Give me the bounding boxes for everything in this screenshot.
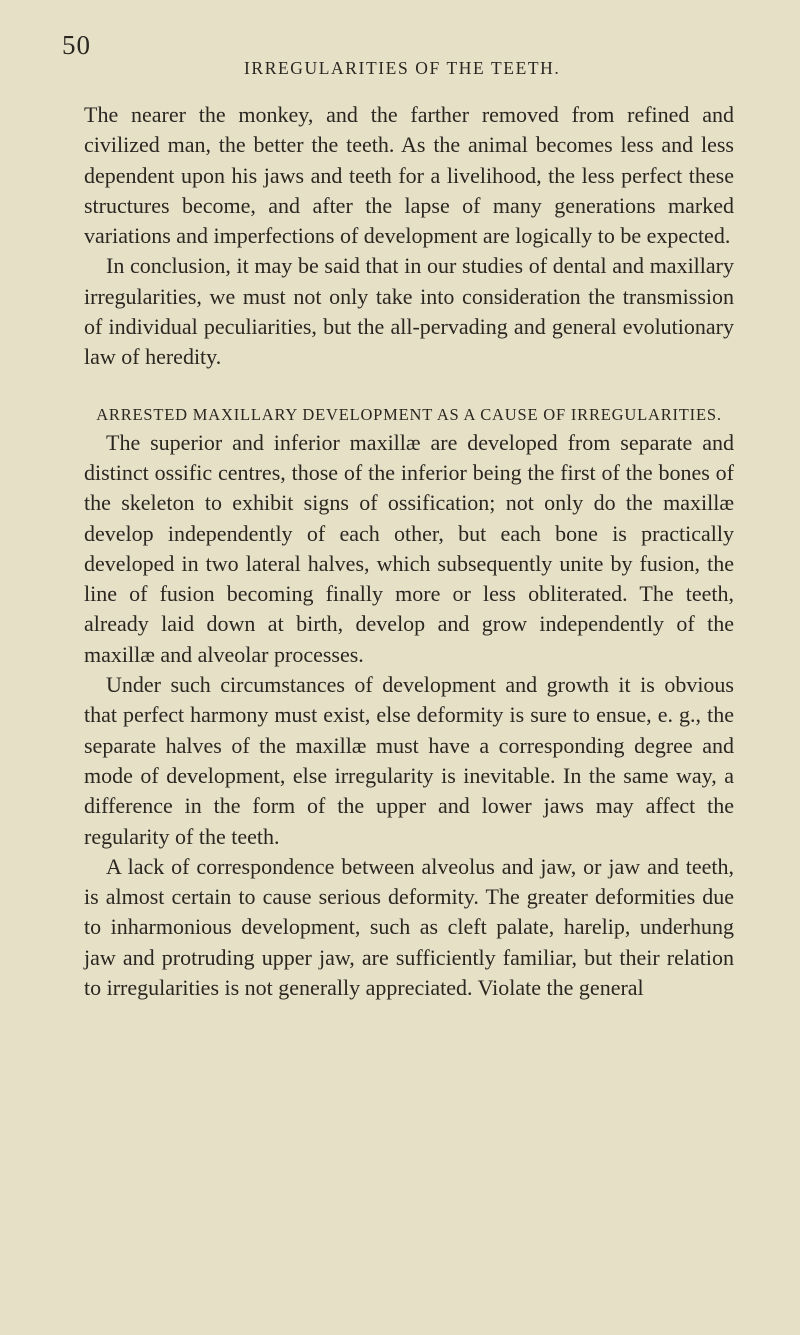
body-text [84, 100, 734, 1003]
page-number: 50 [62, 30, 91, 60]
paragraph-2: In conclusion, it may be said that in our studies of dental and maxillary irregularities, we must not only take into consideration the transmission of individual peculiarities, but the all-pervading and general evolutionary law of heredity. [84, 253, 734, 370]
running-head: IRREGULARITIES OF THE TEETH. [244, 58, 561, 78]
paragraph-4: Under such circumstances of development and growth it is obvious that perfect harmony must exist, else deformity is sure to ensue, e. g., the separate halves of the maxillæ must have a corresponding degree and mode of development, else irregularity is inevitable. In the same way, a difference in the form of the upper and lower jaws may affect the regularity of the teeth. [84, 672, 734, 849]
section-heading: ARRESTED MAXILLARY DEVELOPMENT AS A CAUSE OF IRREGULARITIES. [96, 404, 722, 424]
paragraph-3: The superior and inferior maxillæ are developed from separate and distinct ossific centres, those of the inferior being the first of the bones of the skeleton to exhibit signs of ossification; not only do the maxillæ develop independently of each other, but each bone is practically developed in two lateral halves, which subsequently unite by fusion, the line of fusion becoming finally more or less obliterated. The teeth, already laid down at birth, develop and grow independently of the maxillæ and alveolar processes. [84, 429, 734, 667]
paragraph-1: The nearer the monkey, and the farther removed from refined and civilized man, the better the teeth. As the animal becomes less and less dependent upon his jaws and teeth for a livelihood, the less perfect these structures become, and after the lapse of many generations marked variations and imperfections of development are logically to be expected. [84, 102, 734, 249]
paragraph-5: A lack of correspondence between alveolus and jaw, or jaw and teeth, is almost certain to cause serious deformity. The greater deformities due to inharmonious development, such as cleft palate, harelip, underhung jaw and protruding upper jaw, are sufficiently familiar, but their relation to irregularities is not generally appreciated. Violate the general [84, 853, 734, 1001]
